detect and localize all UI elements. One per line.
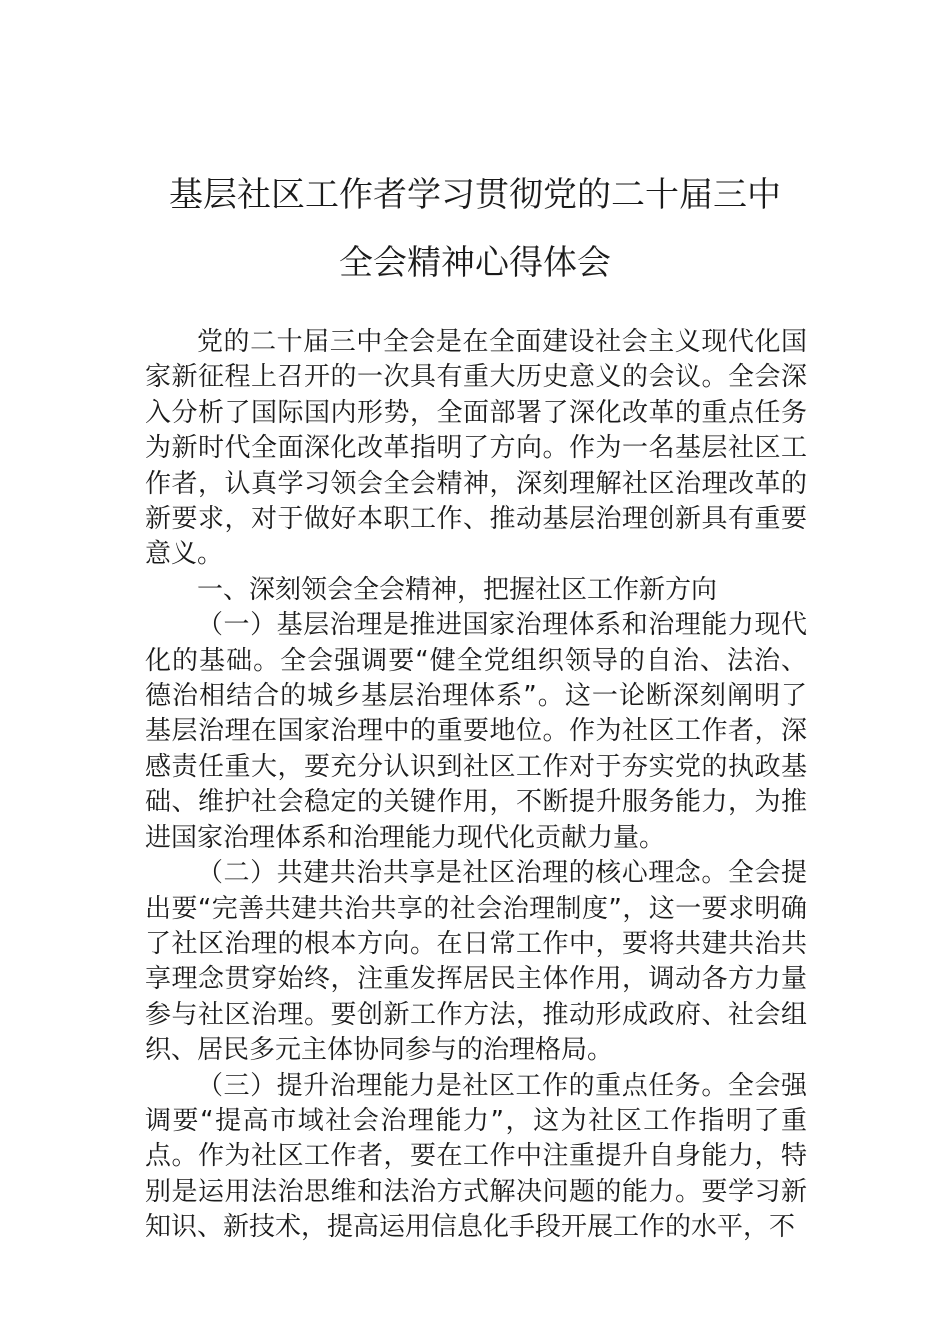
paragraph-point-2: （二）共建共治共享是社区治理的核心理念。全会提出要“完善共建共治共享的社会治理制度”，这一要求明确了社区治理的根本方向。在日常工作中，要将共建共治共享理念贯穿始终，注重发挥居民主体作用，调动各方力量参与社区治理。要创新工作方法，推动形成政府、社会组织、居民多元主体协同参与的治理格局。	[145, 858, 807, 1066]
document-title-line-2: 全会精神心得体会	[339, 243, 611, 283]
paragraph-point-1: （一）基层治理是推进国家治理体系和治理能力现代化的基础。全会强调要“健全党组织领导的自治、法治、德治相结合的城乡基层治理体系”。这一论断深刻阐明了基层治理在国家治理中的重要地位。作为社区工作者，深感责任重大，要充分认识到社区工作对于夯实党的执政基础、维护社会稳定的关键作用，不断提升服务能力，为推进国家治理体系和治理能力现代化贡献力量。	[145, 610, 807, 853]
document-title-line-1: 基层社区工作者学习贯彻党的二十届三中	[169, 175, 781, 215]
section-heading-1: 一、深刻领会全会精神，把握社区工作新方向	[197, 574, 718, 605]
intro-paragraph: 党的二十届三中全会是在全面建设社会主义现代化国家新征程上召开的一次具有重大历史意义的会议。全会深入分析了国际国内形势，全面部署了深化改革的重点任务为新时代全面深化改革指明了方向。作为一名基层社区工作者，认真学习领会全会精神，深刻理解社区治理改革的新要求，对于做好本职工作、推动基层治理创新具有重要意义。	[145, 327, 807, 570]
paragraph-point-3: （三）提升治理能力是社区工作的重点任务。全会强调要“提高市域社会治理能力”，这为社区工作指明了重点。作为社区工作者，要在工作中注重提升自身能力，特别是运用法治思维和法治方式解决问题的能力。要学习新知识、新技术，提高运用信息化手段开展工作的水平，不	[145, 1070, 807, 1243]
document-body	[145, 325, 807, 1246]
